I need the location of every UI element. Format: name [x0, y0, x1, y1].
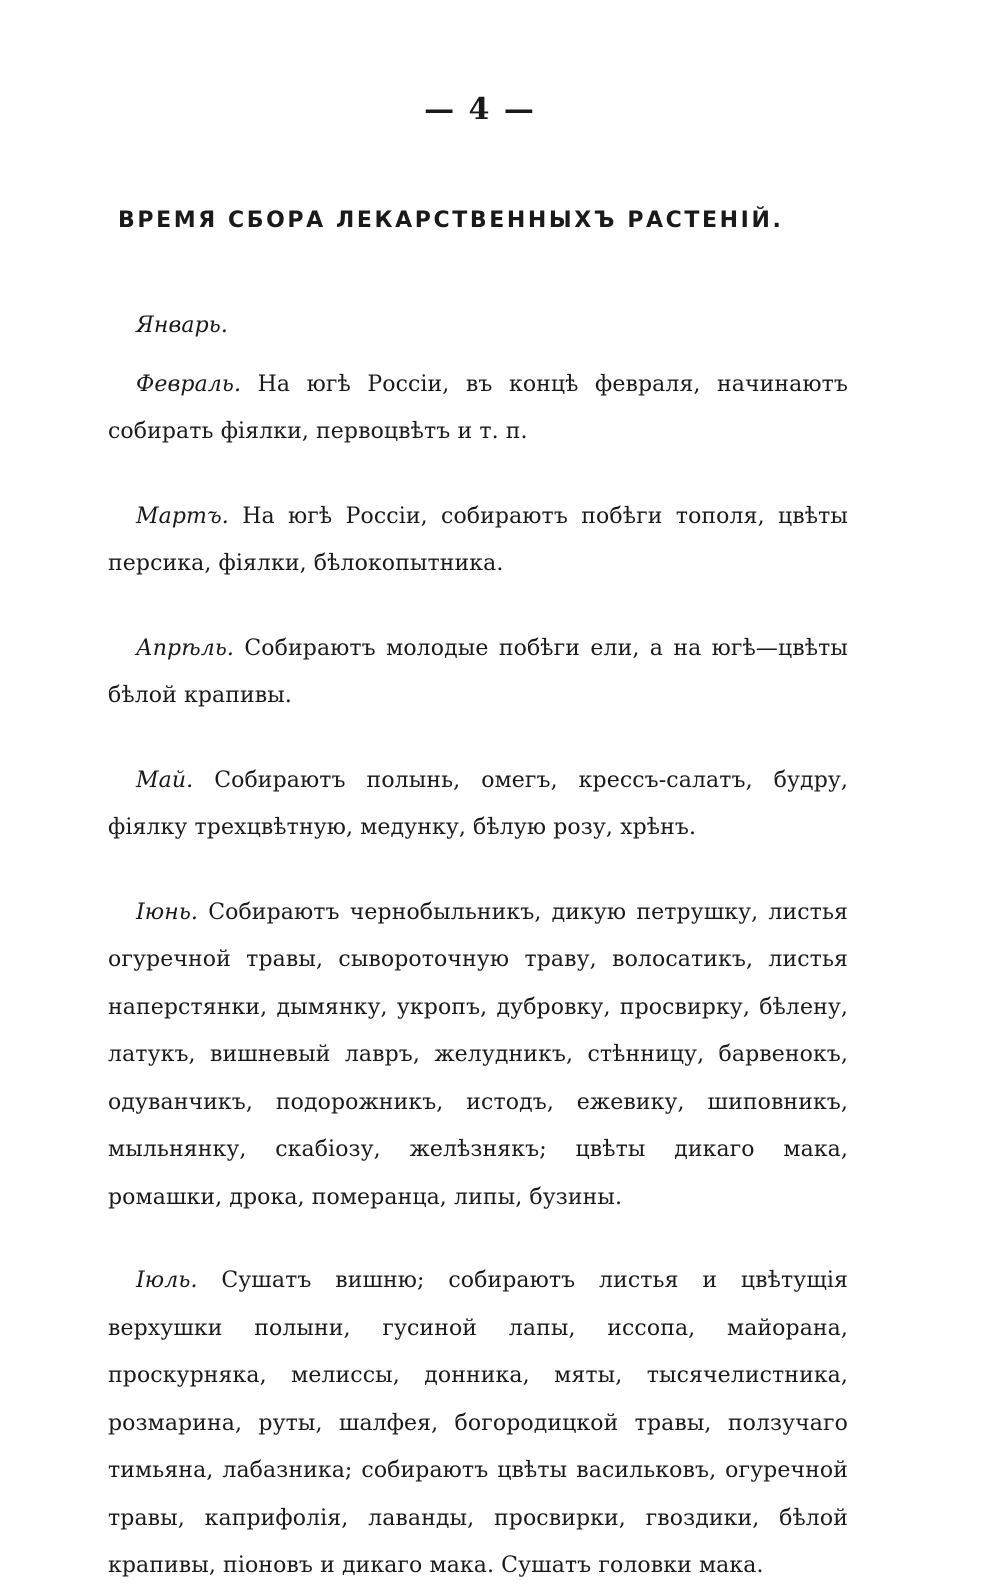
month-entry-may: [108, 757, 848, 852]
month-entry-january: [108, 302, 848, 350]
month-text: Собираютъ чернобыльникъ, дикую петрушку, листья огуречной травы, сывороточную траву, волосатикъ, листья наперстянки, дымянку, укропъ, дубровку, просвирку, бѣлену, латукъ, вишневый лавръ, желудникъ, стѣнницу, барвенокъ, одуванчикъ, подорожникъ, истодъ, ежевику, шиповникъ, мыльнянку, скабіозу, желѣзнякъ; цвѣты дикаго мака, ромашки, дрока, померанца, липы, бузины.: [108, 899, 848, 1210]
month-entry-june: [108, 889, 848, 1222]
month-text: Собираютъ молодые побѣги ели, а на югѣ—цвѣты бѣлой крапивы.: [108, 635, 849, 708]
month-label: Январь.: [136, 313, 228, 338]
month-label: Февраль.: [136, 371, 242, 397]
page-number: — 4 —: [424, 92, 536, 127]
month-entry-april: [108, 625, 848, 720]
month-text: Собираютъ полынь, омегъ, крессъ-салатъ, будру, фіялку трехцвѣтную, медунку, бѣлую розу, хрѣнъ.: [108, 767, 849, 840]
month-entry-march: [108, 493, 848, 588]
month-label: Іюль.: [136, 1268, 198, 1293]
calendar-entries: [108, 302, 848, 1590]
month-label: Мартъ.: [136, 503, 229, 529]
month-entry-february: [108, 361, 848, 456]
month-text: На югѣ Россіи, собираютъ побѣги тополя, цвѣты персика, фіялки, бѣлокопытника.: [108, 503, 848, 576]
month-text: На югѣ Россіи, въ концѣ февраля, начинаютъ собирать фіялки, первоцвѣтъ и т. п.: [108, 371, 848, 444]
section-title: ВРЕМЯ СБОРА ЛЕКАРСТВЕННЫХЪ РАСТЕНІЙ.: [118, 208, 784, 233]
month-label: Апрѣль.: [136, 635, 235, 661]
month-label: Іюнь.: [136, 899, 199, 925]
month-label: Май.: [136, 767, 194, 793]
month-text: Сушатъ вишню; собираютъ листья и цвѣтущія верхушки полыни, гусиной лапы, иссопа, майорана, проскурняка, мелиссы, донника, мяты, тысячелистника, розмарина, руты, шалфея, богородицкой травы, ползучаго тимьяна, лабазника; собираютъ цвѣты васильковъ, огуречной травы, каприфолія, лаванды, просвирки, гвоздики, бѣлой крапивы, піоновъ и дикаго мака. Сушатъ головки мака.: [108, 1268, 848, 1578]
month-entry-july: [108, 1257, 848, 1590]
